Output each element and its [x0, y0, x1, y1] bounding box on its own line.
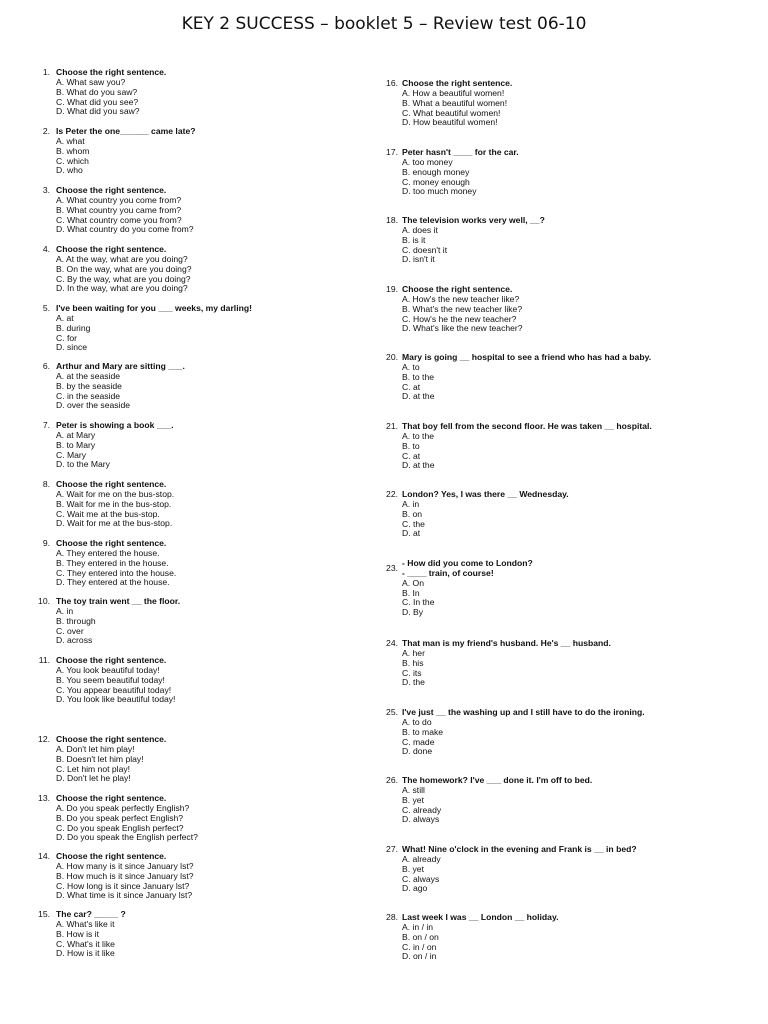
answer-option-a: A. Do you speak perfectly English? — [56, 802, 190, 813]
answer-option-d: D. to the Mary — [56, 459, 110, 470]
answer-option-c: C. Wait me at the bus-stop. — [56, 508, 160, 519]
question-number: 4. — [42, 244, 50, 254]
answer-option-a: A. already — [402, 853, 441, 864]
answer-option-c: C. for — [56, 332, 78, 343]
answer-option-d: D. What did you saw? — [56, 106, 140, 117]
answer-option-a: A. to the — [402, 430, 435, 441]
answer-option-c: C. Do you speak English perfect? — [56, 822, 184, 833]
question-stem: London? Yes, I was there __ Wednesday. — [402, 489, 569, 499]
answer-option-d: D. the — [402, 677, 425, 688]
question-number: 13. — [38, 793, 50, 803]
answer-option-c: C. made — [402, 736, 435, 747]
answer-option-c: C. always — [402, 873, 440, 884]
answer-option-b: B. by the seaside — [56, 380, 122, 391]
answer-option-b: B. to — [402, 440, 420, 451]
answer-option-b: B. You seem beautiful today! — [56, 674, 165, 685]
question-body — [56, 910, 126, 959]
question-stem: I've just __ the washing up and I still have to do the ironing. — [402, 707, 645, 717]
question-number: 10. — [38, 596, 50, 606]
answer-option-c: C. over — [56, 625, 84, 636]
answer-option-b: B. yet — [402, 794, 424, 805]
question-stem: Choose the right sentence. — [402, 284, 513, 294]
question-stem: Choose the right sentence. — [56, 793, 167, 803]
answer-option-b: B. They entered in the house. — [56, 557, 169, 568]
question-stem: Arthur and Mary are sitting ___. — [56, 361, 185, 371]
answer-option-c: C. What country come you from? — [56, 214, 182, 225]
question-body — [402, 776, 592, 825]
question-stem: That boy fell from the second floor. He was taken __ hospital. — [402, 421, 652, 431]
page-title: KEY 2 SUCCESS – booklet 5 – Review test 06-10 — [181, 14, 587, 34]
answer-option-a: A. at Mary — [56, 429, 96, 440]
answer-option-b: B. Do you speak perfect English? — [56, 812, 184, 823]
answer-option-c: C. doesn't it — [402, 244, 448, 255]
answer-option-d: D. done — [402, 746, 433, 757]
answer-option-b: B. What a beautiful women! — [402, 97, 508, 108]
answer-option-b: B. to make — [402, 726, 444, 737]
answer-option-b: B. What country you came from? — [56, 204, 182, 215]
answer-option-b: B. In — [402, 587, 420, 598]
answer-option-d: D. at — [402, 528, 421, 539]
answer-option-c: C. What beautiful women! — [402, 107, 501, 118]
question-number: 18. — [386, 215, 398, 225]
answer-option-b: B. How is it — [56, 928, 99, 939]
question-body — [402, 913, 558, 962]
answer-option-c: C. You appear beautiful today! — [56, 684, 172, 695]
answer-option-b: B. his — [402, 657, 424, 668]
question-number: 19. — [386, 284, 398, 294]
question-number: 5. — [42, 303, 50, 313]
answer-option-b: B. during — [56, 322, 91, 333]
question-body — [56, 186, 194, 235]
answer-option-d: D. across — [56, 635, 93, 646]
question-body — [402, 79, 512, 128]
question-stem: Choose the right sentence. — [56, 244, 167, 254]
answer-option-a: A. They entered the house. — [56, 547, 160, 558]
question-body — [56, 68, 166, 117]
answer-option-a: A. too money — [402, 156, 453, 167]
question-body — [56, 127, 196, 176]
answer-option-d: D. In the way, what are you doing? — [56, 283, 188, 294]
question-stem: The homework? I've ___ done it. I'm off to bed. — [402, 775, 593, 785]
answer-option-c: C. in / on — [402, 941, 437, 952]
question-body — [402, 708, 645, 757]
question-stem: Mary is going __ hospital to see a friend who has had a baby. — [402, 352, 652, 362]
answer-option-b: B. on — [402, 508, 423, 519]
answer-option-a: A. at — [56, 312, 74, 323]
question-number: 25. — [386, 707, 398, 717]
answer-option-a: A. what — [56, 135, 85, 146]
question-stem: That man is my friend's husband. He's __ husband. — [402, 638, 611, 648]
question-stem: Choose the right sentence. — [56, 479, 167, 489]
question-body — [56, 480, 174, 529]
question-stem: I've been waiting for you ___ weeks, my darling! — [56, 303, 252, 313]
answer-option-b: B. Doesn't let him play! — [56, 753, 144, 764]
answer-option-d: D. isn't it — [402, 254, 435, 265]
answer-option-a: A. At the way, what are you doing? — [56, 253, 188, 264]
answer-option-b: B. to Mary — [56, 439, 96, 450]
answer-option-d: D. What time is it since January lst? — [56, 890, 193, 901]
question-number: 12. — [38, 734, 50, 744]
question-number: 6. — [42, 361, 50, 371]
answer-option-b: B. is it — [402, 234, 426, 245]
question-stem: - How did you come to London? — [402, 558, 533, 568]
answer-option-c: C. Mary — [56, 449, 87, 460]
answer-option-b: B. on / on — [402, 931, 439, 942]
answer-option-b: B. What do you saw? — [56, 86, 138, 97]
answer-option-c: C. What's it like — [56, 938, 115, 949]
answer-option-d: D. over the seaside — [56, 400, 131, 411]
answer-option-d: D. Do you speak the English perfect? — [56, 832, 198, 843]
answer-option-c: C. money enough — [402, 176, 470, 187]
answer-option-d: D. on / in — [402, 951, 437, 962]
question-number: 28. — [386, 912, 398, 922]
question-number: 17. — [386, 147, 398, 157]
answer-option-c: C. By the way, what are you doing? — [56, 273, 191, 284]
answer-option-c: C. How long is it since January lst? — [56, 880, 190, 891]
answer-option-c: C. What did you see? — [56, 96, 139, 107]
answer-option-a: A. to do — [402, 716, 432, 727]
answer-option-a: A. How a beautiful women! — [402, 87, 505, 98]
answer-option-b: B. On the way, what are you doing? — [56, 263, 192, 274]
answer-option-a: A. at the seaside — [56, 370, 121, 381]
question-number: 2. — [42, 126, 50, 136]
answer-option-a: A. does it — [402, 224, 438, 235]
question-body — [402, 639, 611, 688]
answer-option-c: C. at — [402, 381, 421, 392]
question-body — [56, 245, 192, 294]
answer-option-b: B. What's the new teacher like? — [402, 303, 523, 314]
question-stem: Is Peter the one______ came late? — [56, 126, 196, 136]
question-stem: Choose the right sentence. — [56, 734, 167, 744]
question-number: 15. — [38, 909, 50, 919]
answer-option-c: C. Let him not play! — [56, 763, 131, 774]
question-number: 7. — [42, 420, 50, 430]
answer-option-d: D. What's like the new teacher? — [402, 323, 523, 334]
answer-option-d: D. Don't let he play! — [56, 773, 131, 784]
question-body — [402, 559, 533, 618]
question-body — [402, 285, 523, 334]
answer-option-a: A. her — [402, 647, 425, 658]
question-stem: Choose the right sentence. — [56, 185, 167, 195]
answer-option-c: C. at — [402, 450, 421, 461]
answer-option-b: B. How much is it since January lst? — [56, 870, 194, 881]
answer-option-c: C. How's he the new teacher? — [402, 313, 517, 324]
question-stem: Choose the right sentence. — [56, 655, 167, 665]
question-number: 11. — [38, 655, 50, 665]
question-body — [402, 148, 519, 197]
answer-option-a: A. Don't let him play! — [56, 743, 135, 754]
answer-option-c: C. already — [402, 804, 442, 815]
question-stem: Last week I was __ London __ holiday. — [402, 912, 559, 922]
question-body — [56, 735, 166, 784]
question-stem: The car? _____ ? — [56, 909, 126, 919]
question-body — [56, 852, 194, 901]
question-number: 3. — [42, 185, 50, 195]
question-body — [402, 353, 651, 402]
question-stem: What! Nine o'clock in the evening and Frank is __ in bed? — [402, 844, 637, 854]
answer-option-d: D. Wait for me at the bus-stop. — [56, 518, 173, 529]
answer-option-d: D. They entered at the house. — [56, 577, 170, 588]
answer-option-c: C. its — [402, 667, 422, 678]
answer-option-d: D. always — [402, 814, 440, 825]
question-number: 23. — [386, 563, 398, 573]
question-body — [56, 539, 176, 588]
answer-option-a: A. Wait for me on the bus-stop. — [56, 488, 175, 499]
question-body — [56, 656, 175, 705]
question-number: 20. — [386, 352, 398, 362]
question-body — [402, 422, 652, 471]
question-body — [56, 421, 173, 470]
answer-option-d: D. ago — [402, 883, 428, 894]
answer-option-a: A. How's the new teacher like? — [402, 293, 520, 304]
answer-option-b: B. Wait for me in the bus-stop. — [56, 498, 172, 509]
question-number: 16. — [386, 78, 398, 88]
question-stem: Choose the right sentence. — [56, 67, 167, 77]
answer-option-d: D. How is it like — [56, 948, 115, 959]
answer-option-a: A. How many is it since January lst? — [56, 860, 194, 871]
question-stem-reply: - ____ train, of course! — [402, 567, 494, 578]
question-number: 24. — [386, 638, 398, 648]
answer-option-d: D. at the — [402, 391, 435, 402]
answer-option-d: D. By — [402, 607, 424, 618]
question-stem: The toy train went __ the floor. — [56, 596, 181, 606]
answer-option-d: D. too much money — [402, 186, 477, 197]
answer-option-a: A. What country you come from? — [56, 194, 182, 205]
question-stem: The television works very well, __? — [402, 215, 545, 225]
answer-option-b: B. enough money — [402, 166, 470, 177]
answer-option-c: C. in the seaside — [56, 390, 121, 401]
answer-option-b: B. to the — [402, 371, 435, 382]
answer-option-d: D. You look like beautiful today! — [56, 694, 176, 705]
answer-option-c: C. In the — [402, 597, 435, 608]
answer-option-d: D. What country do you come from? — [56, 224, 194, 235]
answer-option-a: A. in / in — [402, 921, 434, 932]
answer-option-a: A. You look beautiful today! — [56, 664, 160, 675]
question-stem: Choose the right sentence. — [402, 78, 513, 88]
answer-option-a: A. in — [402, 498, 420, 509]
answer-option-b: B. whom — [56, 145, 90, 156]
question-number: 21. — [386, 421, 398, 431]
question-number: 9. — [42, 538, 50, 548]
question-number: 8. — [42, 479, 50, 489]
answer-option-d: D. since — [56, 342, 88, 353]
question-number: 26. — [386, 775, 398, 785]
answer-option-a: A. to — [402, 361, 420, 372]
question-stem: Choose the right sentence. — [56, 851, 167, 861]
question-stem: Choose the right sentence. — [56, 538, 167, 548]
answer-option-c: C. They entered into the house. — [56, 567, 177, 578]
question-body — [402, 216, 545, 265]
question-number: 27. — [386, 844, 398, 854]
answer-option-d: D. How beautiful women! — [402, 117, 498, 128]
question-number: 22. — [386, 489, 398, 499]
question-body — [56, 794, 198, 843]
question-body — [402, 845, 637, 894]
answer-option-a: A. What's like it — [56, 918, 115, 929]
question-body — [56, 362, 185, 411]
answer-option-d: D. at the — [402, 460, 435, 471]
question-number: 14. — [38, 851, 50, 861]
answer-option-c: C. which — [56, 155, 89, 166]
answer-option-a: A. in — [56, 605, 74, 616]
question-number: 1. — [42, 67, 50, 77]
answer-option-a: A. What saw you? — [56, 76, 126, 87]
question-stem: Peter hasn't ____ for the car. — [402, 147, 519, 157]
question-body — [56, 304, 252, 353]
question-stem: Peter is showing a book ___. — [56, 420, 174, 430]
question-body — [402, 490, 569, 539]
answer-option-b: B. through — [56, 615, 96, 626]
answer-option-a: A. still — [402, 784, 425, 795]
question-body — [56, 597, 180, 646]
answer-option-b: B. yet — [402, 863, 424, 874]
answer-option-a: A. On — [402, 577, 424, 588]
answer-option-c: C. the — [402, 518, 425, 529]
answer-option-d: D. who — [56, 165, 83, 176]
